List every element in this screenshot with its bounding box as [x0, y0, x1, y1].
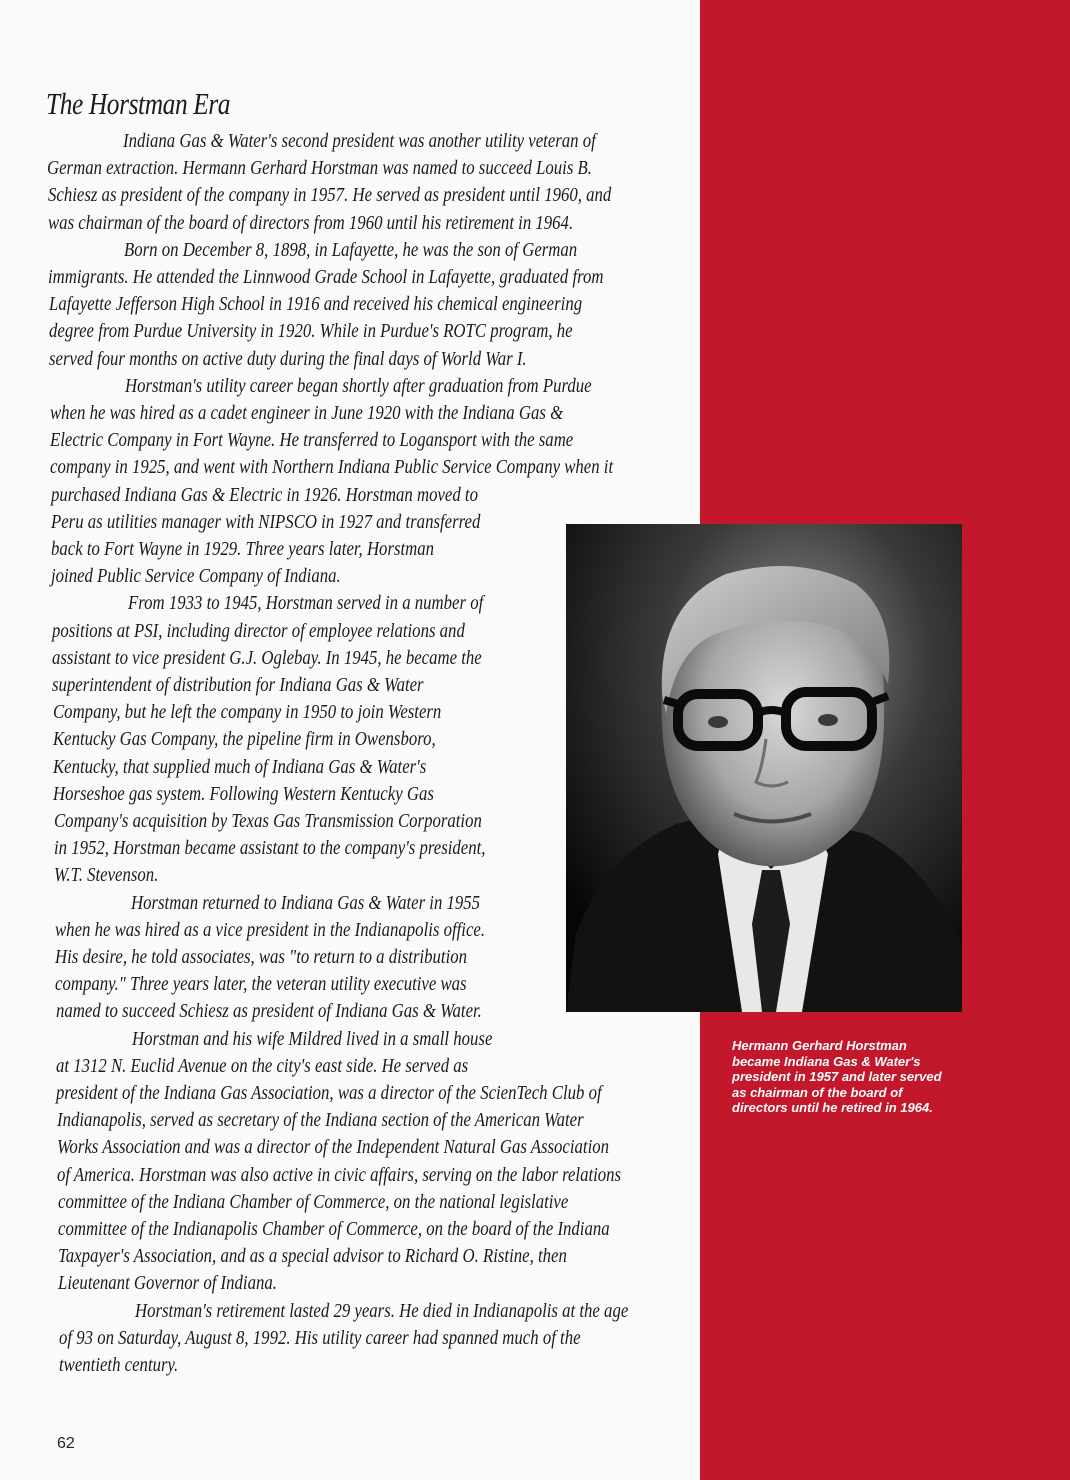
text-line: named to succeed Schiesz as president of Indiana Gas & Water.: [55, 1001, 482, 1023]
text-line: of 93 on Saturday, August 8, 1992. His utility career had spanned much of the: [58, 1327, 581, 1349]
section-title: The Horstman Era: [46, 86, 231, 121]
text-line: Lafayette Jefferson High School in 1916 and received his chemical engineering: [48, 294, 582, 316]
text-line: German extraction. Hermann Gerhard Horstman was named to succeed Louis B.: [47, 158, 593, 180]
text-line: Horseshoe gas system. Following Western Kentucky Gas: [53, 783, 435, 805]
text-line: company in 1925, and went with Northern Indiana Public Service Company when it: [50, 457, 614, 479]
text-line: Lieutenant Governor of Indiana.: [58, 1273, 278, 1295]
text-line: Schiesz as president of the company in 1957. He served as president until 1960, and: [47, 185, 611, 207]
text-line: Horstman returned to Indiana Gas & Water in 1955: [130, 892, 480, 914]
portrait-photo: [566, 524, 962, 1012]
page-number: 62: [57, 1435, 75, 1452]
text-line: Kentucky Gas Company, the pipeline firm in Owensboro,: [52, 729, 436, 751]
text-line: Company, but he left the company in 1950 to join Western: [52, 702, 441, 724]
photo-caption: Hermann Gerhard Horstman became Indiana Gas & Water's president in 1957 and later served as chairman of the board of directors until he retired in 1964.: [732, 1038, 942, 1115]
text-line: positions at PSI, including director of employee relations and: [51, 620, 465, 642]
text-line: company." Three years later, the veteran utility executive was: [55, 974, 467, 996]
text-line: degree from Purdue University in 1920. While in Purdue's ROTC program, he: [48, 321, 573, 343]
text-line: Company's acquisition by Texas Gas Transmission Corporation: [53, 811, 482, 832]
text-line: committee of the Indianapolis Chamber of Commerce, on the board of the Indiana: [57, 1219, 610, 1240]
text-line: when he was hired as a vice president in the Indianapolis office.: [54, 919, 485, 941]
text-line: was chairman of the board of directors from 1960 until his retirement in 1964.: [47, 212, 573, 234]
text-line: Taxpayer's Association, and as a special advisor to Richard O. Ristine, then: [58, 1246, 567, 1268]
text-line: committee of the Indiana Chamber of Commerce, on the national legislative: [57, 1191, 568, 1213]
text-line: W.T. Stevenson.: [54, 865, 159, 887]
text-line: when he was hired as a cadet engineer in June 1920 with the Indiana Gas &: [49, 403, 563, 424]
text-line: back to Fort Wayne in 1929. Three years later, Horstman: [51, 539, 435, 560]
text-line: at 1312 N. Euclid Avenue on the city's east side. He served as: [56, 1055, 469, 1077]
text-line: of America. Horstman was also active in civic affairs, serving on the labor relations: [57, 1164, 622, 1186]
text-line: immigrants. He attended the Linnwood Grade School in Lafayette, graduated from: [48, 267, 604, 288]
text-line: Peru as utilities manager with NIPSCO in 1927 and transferred: [50, 511, 481, 533]
text-line: His desire, he told associates, was "to return to a distribution: [55, 947, 468, 968]
text-line: assistant to vice president G.J. Oglebay. In 1945, he became the: [52, 647, 482, 669]
text-line: president of the Indiana Gas Association, was a director of the ScienTech Club of: [56, 1083, 603, 1104]
text-line: purchased Indiana Gas & Electric in 1926. Horstman moved to: [50, 484, 478, 506]
text-line: Horstman's utility career began shortly after graduation from Purdue: [125, 375, 593, 397]
text-line: Indiana Gas & Water's second president was another utility veteran of: [123, 131, 596, 152]
text-line: joined Public Service Company of Indiana.: [51, 566, 341, 588]
text-line: served four months on active duty during the final days of World War I.: [49, 348, 527, 370]
text-line: Kentucky, that supplied much of Indiana Gas & Water's: [53, 756, 427, 778]
text-line: Indianapolis, served as secretary of the Indiana section of the American Water: [56, 1110, 584, 1132]
text-line: Electric Company in Fort Wayne. He transferred to Logansport with the same: [49, 430, 574, 452]
text-line: From 1933 to 1945, Horstman served in a number of: [127, 593, 483, 615]
text-line: superintendent of distribution for Indiana Gas & Water: [52, 675, 424, 696]
text-line: Horstman and his wife Mildred lived in a small house: [131, 1028, 493, 1050]
text-line: Works Association and was a director of the Independent Natural Gas Association: [56, 1137, 609, 1159]
text-line: twentieth century.: [59, 1355, 179, 1376]
text-line: Horstman's retirement lasted 29 years. He died in Indianapolis at the age: [134, 1300, 628, 1322]
text-line: in 1952, Horstman became assistant to the company's president,: [54, 838, 486, 860]
text-line: Born on December 8, 1898, in Lafayette, he was the son of German: [124, 239, 578, 261]
